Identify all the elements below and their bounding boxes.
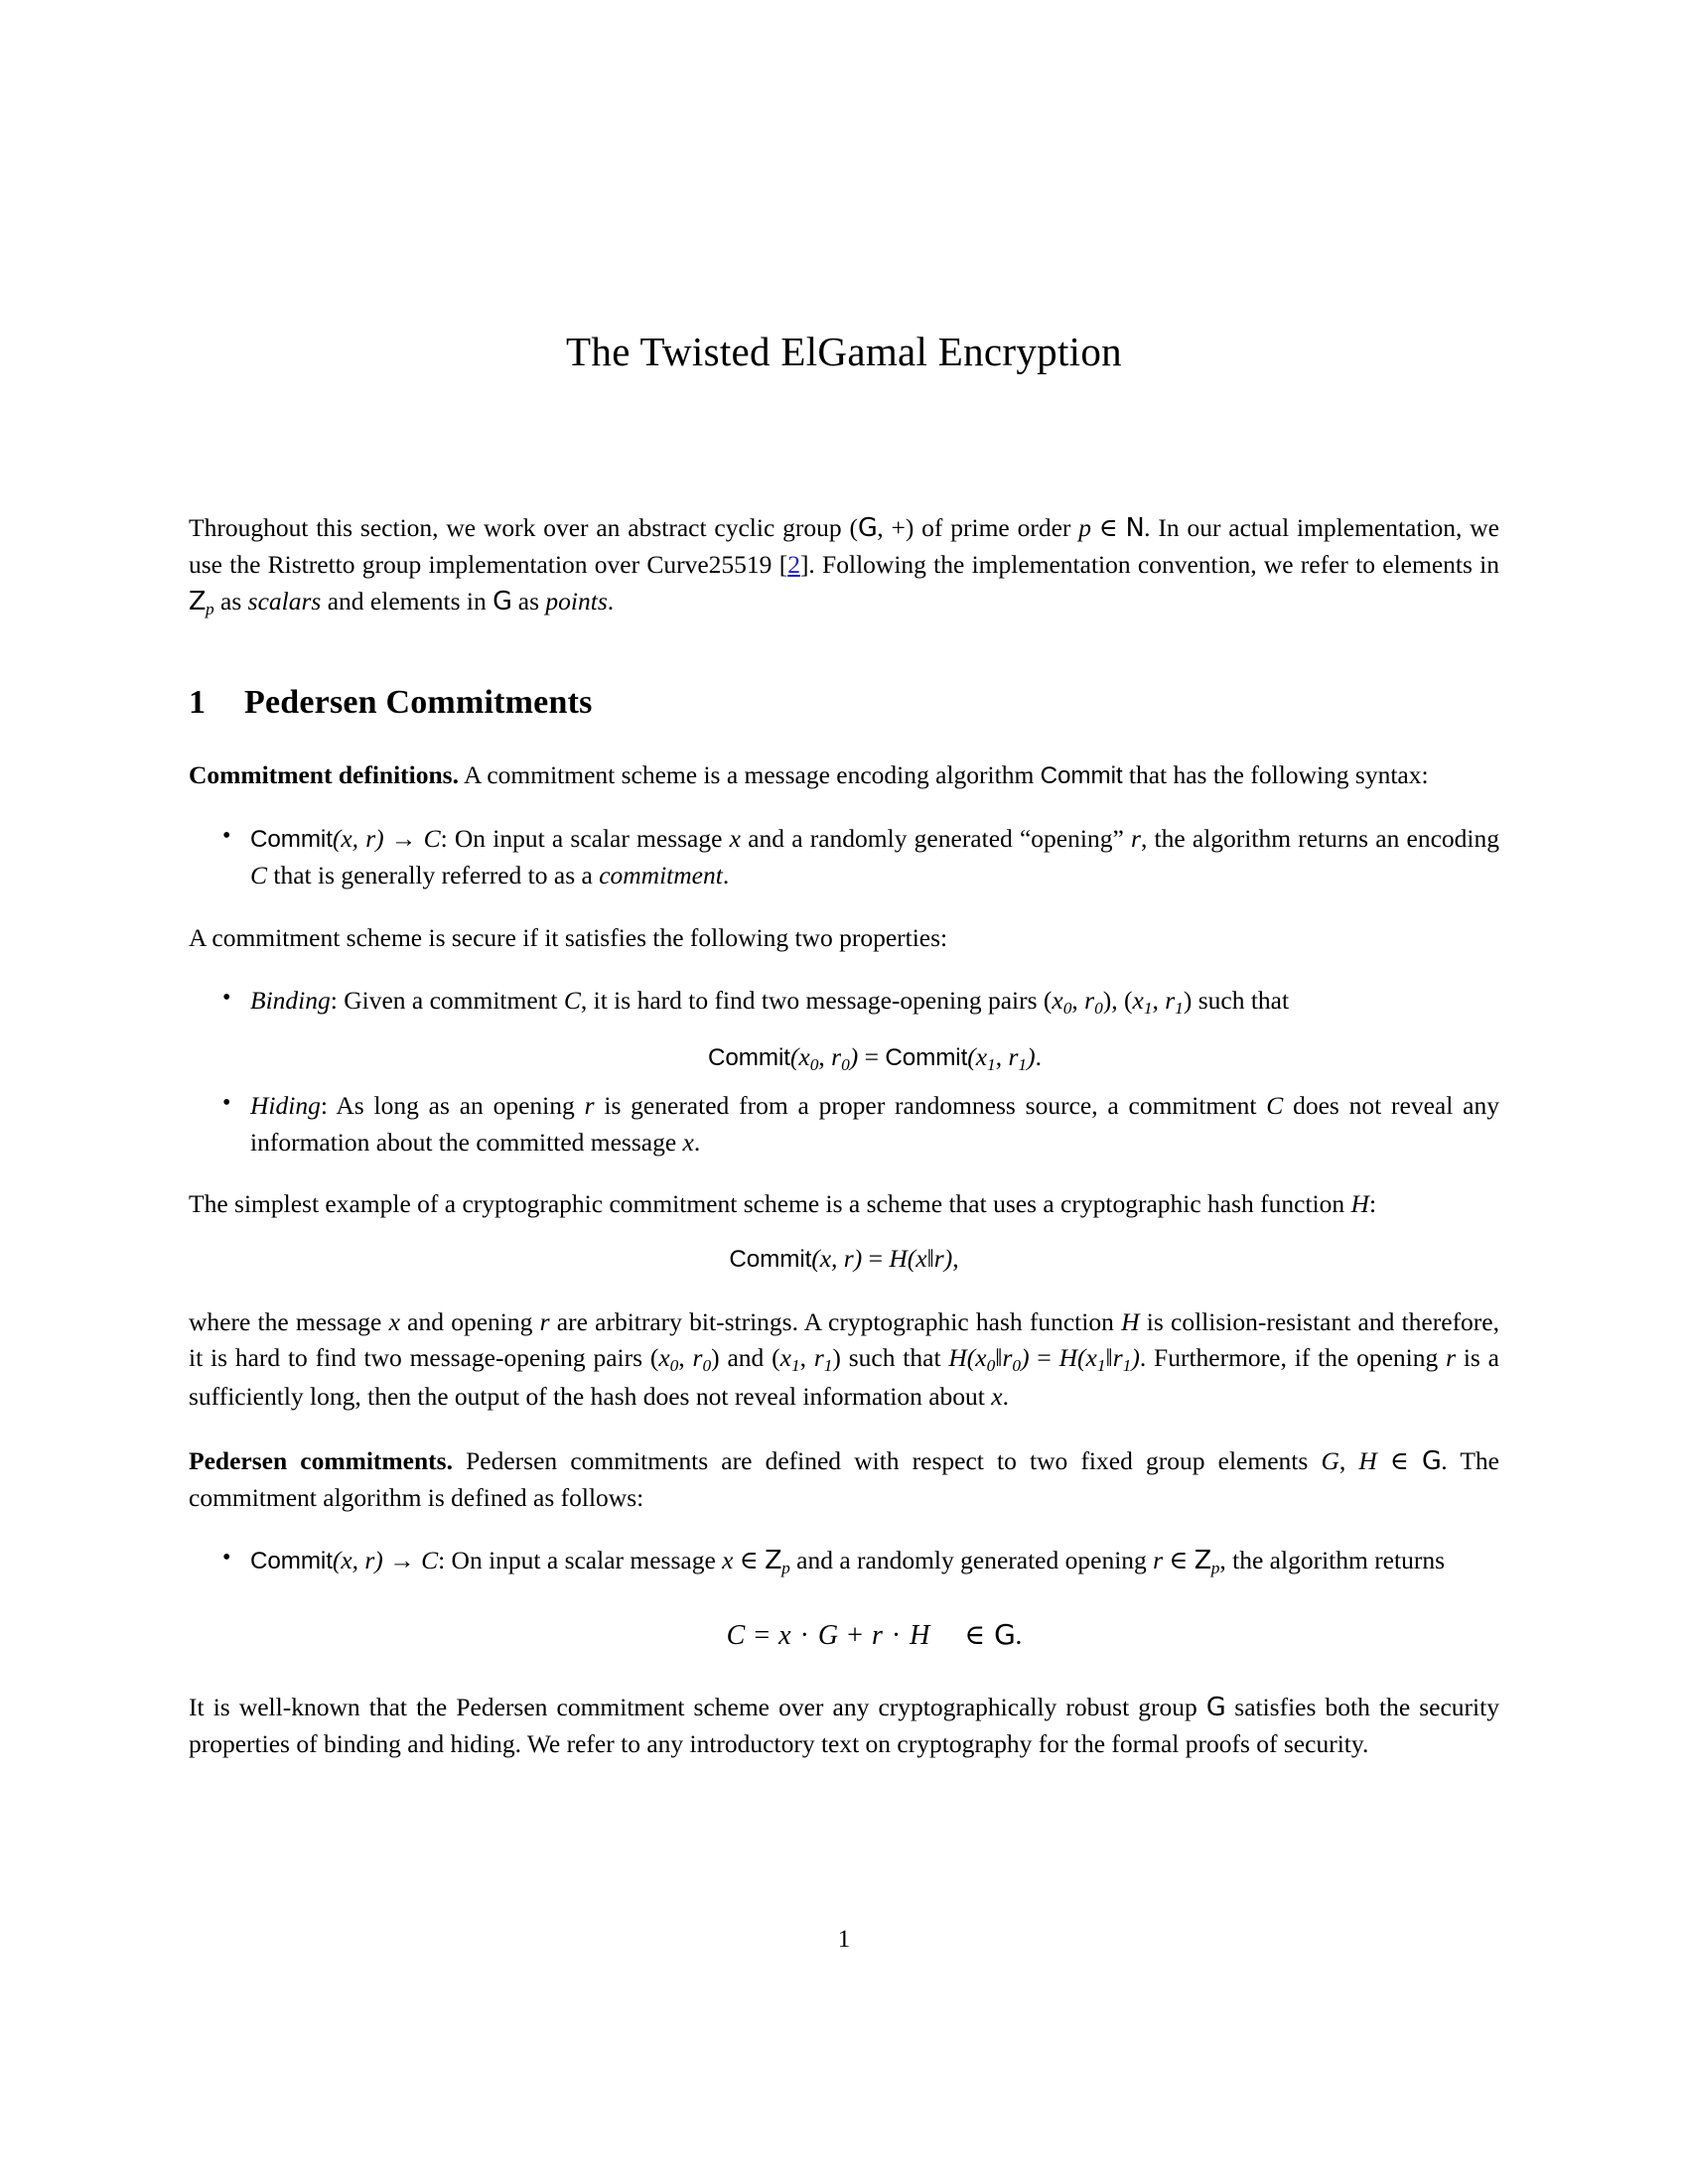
- intro-text-b: , +) of prime order: [877, 513, 1079, 543]
- syntax-bullet-list: [189, 820, 1499, 894]
- math-r0-sub: 0: [841, 1054, 850, 1074]
- intro-text-a: Throughout this section, we work over an abstract cyclic group (: [189, 513, 858, 543]
- page-number: 1: [837, 1926, 851, 1953]
- commit-args: (x, r): [332, 1546, 383, 1575]
- binding-sep-2: ,: [1152, 986, 1166, 1016]
- math-x: x: [915, 1243, 927, 1273]
- hd-text-f: ) such that: [832, 1343, 949, 1373]
- bb-G: G: [1422, 1446, 1442, 1476]
- math-r: r: [1131, 824, 1141, 854]
- period: .: [1035, 1041, 1042, 1071]
- hd-text-i: .: [1002, 1382, 1009, 1412]
- comma-1: ,: [818, 1041, 832, 1071]
- hd-text-d: is collision-resistant and therefore, it is hard to find two message-opening pairs (: [189, 1306, 1499, 1373]
- math-r0-sub: 0: [1094, 999, 1103, 1019]
- math-x1: x: [779, 1343, 791, 1373]
- plus-sign: +: [839, 1619, 872, 1651]
- paren-close-a: ): [1021, 1343, 1030, 1373]
- math-x0-b-sub: 0: [986, 1356, 996, 1376]
- bullet-text-d: that is generally referred to as a: [267, 861, 600, 890]
- bullet-text-b: and a randomly generated “opening”: [740, 824, 1131, 854]
- pb-text-b: and a randomly generated opening: [789, 1546, 1154, 1575]
- pb-text-a: : On input a scalar message: [438, 1546, 723, 1575]
- math-x1-b: x: [1085, 1343, 1097, 1373]
- property-label-binding: Binding: [250, 986, 331, 1016]
- math-x: x: [778, 1619, 792, 1651]
- math-x1-sub: 1: [987, 1054, 996, 1074]
- comma-2: ,: [995, 1041, 1009, 1071]
- property-label-hiding: Hiding: [250, 1090, 321, 1120]
- intro-in-1: ∈: [1090, 513, 1126, 543]
- citation-link-2[interactable]: 2: [787, 549, 800, 579]
- bb-G-2: G: [492, 586, 512, 616]
- math-x0-sub: 0: [809, 1054, 819, 1074]
- paren-open-2: (: [967, 1041, 976, 1071]
- algorithm-name-commit: Commit: [729, 1245, 812, 1273]
- secure-properties-intro: A commitment scheme is secure if it satisfies the following two properties:: [189, 922, 948, 952]
- binding-text-a: : Given a commitment: [330, 986, 564, 1016]
- hd-comma-1: ,: [678, 1343, 693, 1373]
- math-r1: r: [1008, 1041, 1019, 1071]
- equals-sign: =: [1029, 1343, 1059, 1373]
- hash-example-paragraph: [189, 1186, 1499, 1223]
- math-r1: r: [1165, 986, 1176, 1016]
- commitment-definitions-lead: Commitment definitions.: [189, 760, 459, 790]
- hd-text-e: ) and (: [711, 1343, 780, 1373]
- closing-text-a: It is well-known that the Pedersen commitment scheme over any cryptographically robust group: [189, 1693, 1206, 1722]
- math-H: H: [1358, 1446, 1377, 1475]
- pedersen-comma: ,: [1338, 1446, 1359, 1475]
- math-r: r: [1153, 1546, 1164, 1575]
- paren-open-1: (: [789, 1041, 799, 1071]
- security-properties-list: [189, 982, 1499, 1160]
- hash-example-text-a: The simplest example of a cryptographic commitment scheme is a scheme that uses a cryptographic hash function: [189, 1189, 1351, 1219]
- math-x1-b-sub: 1: [1096, 1356, 1106, 1376]
- math-x1-sub: 1: [790, 1356, 800, 1376]
- page-content: [189, 0, 1499, 1763]
- bb-Z-1-sub: p: [781, 1559, 790, 1578]
- algorithm-name-commit: Commit: [885, 1043, 968, 1071]
- math-G: G: [1321, 1446, 1339, 1475]
- comma: ,: [952, 1243, 959, 1273]
- equation-commit-collision: [250, 1039, 1499, 1077]
- math-H: H: [1350, 1189, 1369, 1219]
- term-scalars: scalars: [247, 586, 322, 615]
- element-of-glyph-icon-2: ∈: [1163, 1546, 1195, 1575]
- math-C: C: [421, 1546, 439, 1575]
- term-commitment: commitment: [599, 861, 723, 890]
- bb-G: G: [994, 1617, 1016, 1651]
- math-r: r: [933, 1243, 944, 1273]
- pedersen-commitments-paragraph: [189, 1443, 1499, 1516]
- math-r0: r: [1084, 986, 1095, 1016]
- math-C: C: [423, 824, 441, 854]
- double-bar-glyph-icon: ‖: [1105, 1343, 1113, 1373]
- equation-pedersen-commitment: [250, 1615, 1499, 1657]
- algorithm-name-commit: Commit: [250, 1548, 333, 1575]
- closing-text-b: satisfies both the security properties of binding and hiding. We refer to any introductory text on cryptography for the formal proofs of security.: [189, 1693, 1499, 1759]
- element-of-glyph-icon: ∈: [964, 1619, 995, 1651]
- math-r-2: r: [1446, 1343, 1456, 1373]
- page-title: The Twisted ElGamal Encryption: [566, 329, 1122, 374]
- math-G: G: [817, 1619, 840, 1651]
- math-x0: x: [1052, 986, 1063, 1016]
- commit-args: (x, r): [332, 824, 384, 854]
- double-bar-glyph-icon: ‖: [995, 1343, 1003, 1373]
- bullet-text-a: : On input a scalar message: [440, 824, 730, 854]
- math-x: x: [722, 1546, 734, 1575]
- intro-text-g: as: [511, 586, 546, 615]
- math-r0: r: [831, 1041, 842, 1071]
- bb-Z-2-sub: p: [1210, 1559, 1220, 1578]
- intro-text-d: ]. Following the implementation convention, we refer to elements in: [799, 549, 1499, 579]
- math-r: r: [539, 1306, 550, 1336]
- hiding-text-a: : As long as an opening: [320, 1090, 585, 1120]
- commitment-definitions-paragraph: [189, 757, 1499, 794]
- math-r0-b-sub: 0: [1012, 1356, 1022, 1376]
- list-item: [189, 1087, 1499, 1160]
- math-r0: r: [692, 1343, 703, 1373]
- equation-hash-commit: [189, 1241, 1499, 1277]
- intro-text-e: as: [213, 586, 248, 615]
- math-x1-sub: 1: [1143, 999, 1153, 1019]
- math-x1: x: [975, 1041, 988, 1071]
- math-C-2: C: [250, 861, 268, 890]
- math-r1-sub: 1: [1018, 1054, 1028, 1074]
- math-H: H: [1121, 1306, 1140, 1336]
- section-title: Pedersen Commitments: [244, 684, 593, 722]
- hiding-text-b: is generated from a proper randomness source, a commitment: [594, 1090, 1267, 1120]
- paren-close-1: ): [849, 1041, 859, 1071]
- term-points: points: [545, 586, 608, 615]
- hd-comma-2: ,: [799, 1343, 814, 1373]
- pb-text-c: , the algorithm returns: [1219, 1546, 1446, 1575]
- math-r1-b-sub: 1: [1122, 1356, 1132, 1376]
- equals-sign: =: [746, 1619, 779, 1651]
- binding-text-c: ), (: [1102, 986, 1133, 1016]
- math-r0-b: r: [1002, 1343, 1013, 1373]
- hash-example-text-b: :: [1368, 1189, 1377, 1219]
- math-x: x: [388, 1306, 400, 1336]
- binding-text-b: , it is hard to find two message-opening pairs (: [580, 986, 1053, 1016]
- paren-close-b: ): [1131, 1343, 1140, 1373]
- hd-text-c: are arbitrary bit-strings. A cryptographic hash function: [549, 1306, 1122, 1336]
- bb-Z-1: Z: [765, 1546, 782, 1576]
- math-H-2: H: [948, 1343, 967, 1373]
- hd-text-a: where the message: [189, 1306, 389, 1336]
- list-item: [189, 820, 1499, 894]
- hd-text-g: . Furthermore, if the opening: [1139, 1343, 1447, 1373]
- commit-args: (x, r): [811, 1243, 863, 1273]
- paren-open-b: (: [1077, 1343, 1086, 1373]
- hd-text-h: is a sufficiently long, then the output of the hash does not reveal information about: [189, 1343, 1499, 1412]
- pedersen-text-b: . The commitment algorithm is defined as follows:: [189, 1446, 1499, 1512]
- section-heading-1: [189, 683, 1499, 724]
- period: .: [1015, 1619, 1024, 1651]
- math-H: H: [910, 1619, 931, 1651]
- math-x0-sub: 0: [1062, 999, 1072, 1019]
- hash-discussion-paragraph: [189, 1304, 1499, 1416]
- paren-close: ): [943, 1243, 953, 1273]
- commitment-definitions-text-a: A commitment scheme is a message encoding algorithm: [458, 760, 1041, 790]
- math-r: r: [584, 1090, 595, 1120]
- commitment-definitions-text-b: that has the following syntax:: [1122, 760, 1429, 790]
- bb-N: N: [1125, 513, 1145, 544]
- element-of-glyph-icon: ∈: [733, 1546, 766, 1575]
- list-item: [189, 1542, 1499, 1656]
- math-H: H: [889, 1243, 908, 1273]
- equals-sign: =: [858, 1041, 886, 1071]
- bb-Z-1: Z: [189, 586, 206, 616]
- bb-G: G: [1205, 1693, 1226, 1723]
- intro-text-c: . In our actual implementation, we use the Ristretto group implementation over Curve25519 [: [189, 513, 1500, 579]
- closing-paragraph: [189, 1690, 1499, 1762]
- math-r1: r: [813, 1343, 824, 1373]
- algorithm-name-commit: Commit: [708, 1043, 790, 1071]
- math-C: C: [1266, 1090, 1284, 1120]
- binding-sep-1: ,: [1071, 986, 1085, 1016]
- arrow-glyph-icon: →: [382, 1546, 422, 1575]
- math-H-3: H: [1058, 1343, 1078, 1373]
- math-x1: x: [1132, 986, 1144, 1016]
- math-C: C: [726, 1619, 747, 1651]
- dot-operator-icon-2: ·: [883, 1619, 911, 1651]
- math-r0-sub: 0: [702, 1356, 712, 1376]
- math-p: p: [1078, 513, 1091, 543]
- math-r1-sub: 1: [1175, 999, 1184, 1019]
- double-bar-glyph-icon: ‖: [926, 1243, 934, 1273]
- binding-text-d: ) such that: [1183, 986, 1290, 1016]
- math-r1-b: r: [1112, 1343, 1123, 1373]
- math-r1-sub: 1: [823, 1356, 833, 1376]
- bb-Z-2: Z: [1194, 1546, 1211, 1576]
- math-x: x: [682, 1127, 694, 1157]
- paren-open: (: [907, 1243, 916, 1273]
- intro-paragraph: [189, 510, 1499, 621]
- bullet-text-c: , the algorithm returns an encoding: [1140, 824, 1500, 854]
- element-of-glyph-icon: ∈: [1376, 1446, 1423, 1475]
- intro-text-f: and elements in: [321, 586, 493, 615]
- bb-G-1: G: [857, 513, 878, 544]
- pedersen-algorithm-list: [189, 1542, 1499, 1656]
- paren-close-2: ): [1027, 1041, 1036, 1071]
- math-x: x: [729, 824, 741, 854]
- list-item: [189, 982, 1499, 1076]
- pedersen-lead: Pedersen commitments.: [189, 1446, 453, 1475]
- hiding-text-c: does not reveal any information about the committed message: [250, 1090, 1499, 1157]
- math-C: C: [563, 986, 581, 1016]
- bullet-text-e: .: [722, 861, 730, 890]
- hiding-text-d: .: [693, 1127, 701, 1157]
- section-number: 1: [189, 684, 207, 722]
- math-x0: x: [798, 1041, 810, 1071]
- algorithm-name-commit: Commit: [1040, 762, 1123, 790]
- arrow-glyph-icon: →: [383, 824, 424, 854]
- math-r: r: [871, 1619, 884, 1651]
- equals-sign: =: [862, 1243, 890, 1273]
- math-x0-b: x: [975, 1343, 987, 1373]
- math-x0: x: [658, 1343, 670, 1373]
- math-x0-sub: 0: [669, 1356, 679, 1376]
- dot-operator-icon-1: ·: [791, 1619, 818, 1651]
- pedersen-text-a: Pedersen commitments are defined with respect to two fixed group elements: [452, 1446, 1322, 1475]
- intro-text-h: .: [607, 586, 615, 615]
- bb-Z-1-sub: p: [205, 599, 214, 618]
- math-x-2: x: [991, 1382, 1003, 1412]
- algorithm-name-commit: Commit: [250, 826, 333, 854]
- hd-text-b: and opening: [399, 1306, 540, 1336]
- paren-open-a: (: [966, 1343, 976, 1373]
